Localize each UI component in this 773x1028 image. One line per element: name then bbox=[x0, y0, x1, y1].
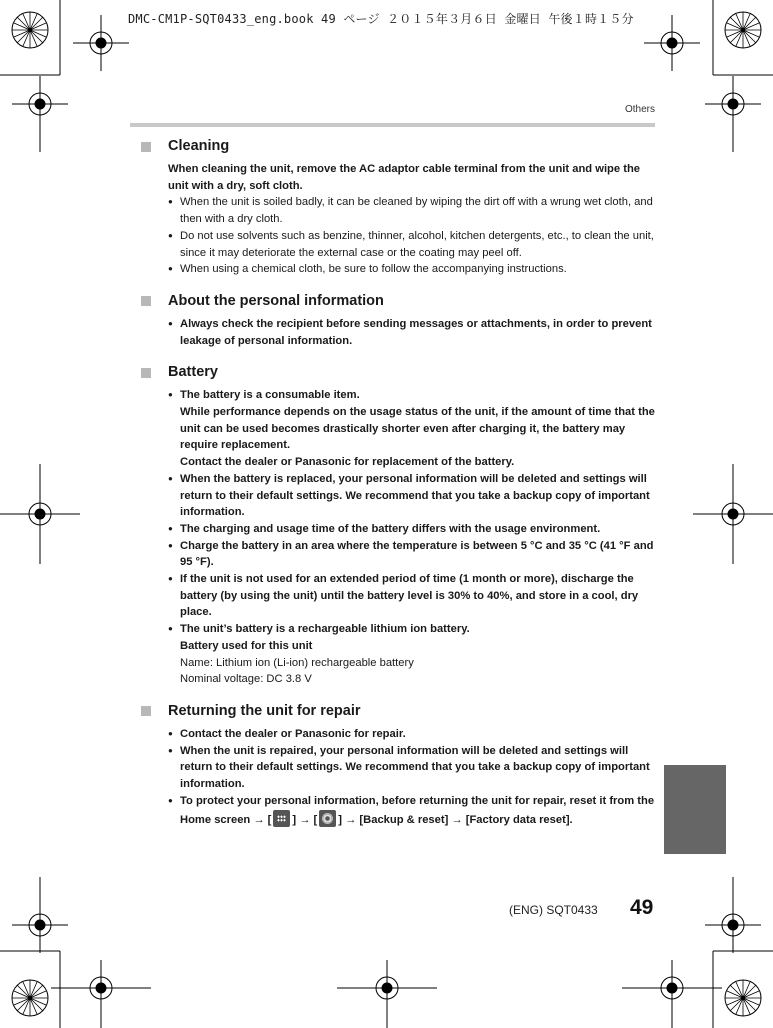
bullet-list bbox=[141, 387, 656, 688]
page-number: 49 bbox=[630, 896, 654, 919]
section-title: Returning the unit for repair bbox=[168, 702, 361, 719]
section-title: Cleaning bbox=[168, 138, 230, 154]
list-line: Battery used for this unit bbox=[180, 639, 313, 652]
list-line: While performance depends on the usage status of the unit, if the amount of time that the unit can be used becomes drastically shorter even after charging it, the battery may require replacement. bbox=[180, 406, 655, 452]
list-item: ● If the unit is not used for an extended period of time (1 month or more), discharge the battery (by using the unit) until the battery level is 30% to 40%, and store in a cool, dry place. bbox=[180, 571, 656, 621]
section-heading bbox=[141, 363, 656, 381]
section-title: About the personal information bbox=[168, 292, 384, 309]
list-item bbox=[180, 387, 656, 471]
book-file-header: DMC-CM1P-SQT0433_eng.book 49 ページ ２０１５年３月６日 金曜日 午後１時１５分 bbox=[128, 12, 634, 26]
square-bullet-icon bbox=[141, 368, 151, 378]
bullet-list bbox=[141, 316, 656, 349]
section-personal-info bbox=[141, 292, 656, 349]
list-item: ● When using a chemical cloth, be sure to follow the accompanying instructions. bbox=[180, 261, 656, 278]
section-heading bbox=[141, 137, 656, 155]
list-item bbox=[180, 621, 656, 688]
settings-gear-icon bbox=[319, 810, 336, 827]
list-item: ● Charge the battery in an area where the temperature is between 5 °C and 35 °C (41 °F and 95 °F). bbox=[180, 538, 656, 571]
square-bullet-icon bbox=[141, 142, 151, 152]
bullet-list bbox=[141, 194, 656, 278]
page-content bbox=[141, 137, 656, 842]
square-bullet-icon bbox=[141, 296, 151, 306]
section-battery bbox=[141, 363, 656, 688]
bullet-list bbox=[141, 726, 656, 828]
apps-grid-icon bbox=[273, 810, 290, 827]
list-line: Contact the dealer or Panasonic for replacement of the battery. bbox=[180, 456, 515, 469]
section-heading bbox=[141, 702, 656, 720]
list-item: ● Contact the dealer or Panasonic for repair. bbox=[180, 726, 656, 743]
arrow-text: → [ bbox=[253, 813, 272, 826]
section-intro: When cleaning the unit, remove the AC adaptor cable terminal from the unit and wipe the unit with a dry, soft cloth. bbox=[168, 163, 641, 192]
list-item: ● When the battery is replaced, your personal information will be deleted and settings will return to their default settings. We recommend that you take a backup copy of important information. bbox=[180, 471, 656, 521]
list-item: ● When the unit is repaired, your personal information will be deleted and settings will return to their default settings. We recommend that you take a backup copy of important information. bbox=[180, 743, 656, 793]
section-title: Battery bbox=[168, 364, 218, 381]
section-cleaning bbox=[141, 137, 656, 278]
list-item: ● Do not use solvents such as benzine, thinner, alcohol, kitchen detergents, etc., to clean the unit, since it may deteriorate the external case or the coating may peel off. bbox=[180, 228, 656, 261]
square-bullet-icon bbox=[141, 706, 151, 716]
section-repair bbox=[141, 702, 656, 828]
list-text: To protect your personal information, before returning the unit for repair, reset it from the Home screen bbox=[180, 794, 655, 826]
arrow-text: ] → [ bbox=[292, 813, 318, 826]
list-item bbox=[180, 793, 656, 828]
list-line: ● The battery is a consumable item. bbox=[180, 389, 360, 402]
list-item: ● When the unit is soiled badly, it can be cleaned by wiping the dirt off with a wrung wet cloth, and then with a dry cloth. bbox=[180, 194, 656, 227]
list-item: ● The charging and usage time of the battery differs with the usage environment. bbox=[180, 521, 656, 538]
footer-code: (ENG) SQT0433 bbox=[509, 903, 598, 917]
section-heading bbox=[141, 292, 656, 310]
arrow-text: ] → [Backup & reset] → [Factory data reset]. bbox=[338, 813, 573, 826]
top-rule bbox=[130, 123, 655, 127]
section-side-tab bbox=[664, 765, 726, 854]
list-line: Nominal voltage: DC 3.8 V bbox=[180, 673, 312, 686]
list-line: Name: Lithium ion (Li-ion) rechargeable battery bbox=[180, 656, 414, 669]
list-item: ● Always check the recipient before sending messages or attachments, in order to prevent leakage of personal information. bbox=[180, 316, 656, 349]
section-label: Others bbox=[624, 104, 655, 115]
list-line: ● The unit’s battery is a rechargeable lithium ion battery. bbox=[180, 623, 470, 636]
